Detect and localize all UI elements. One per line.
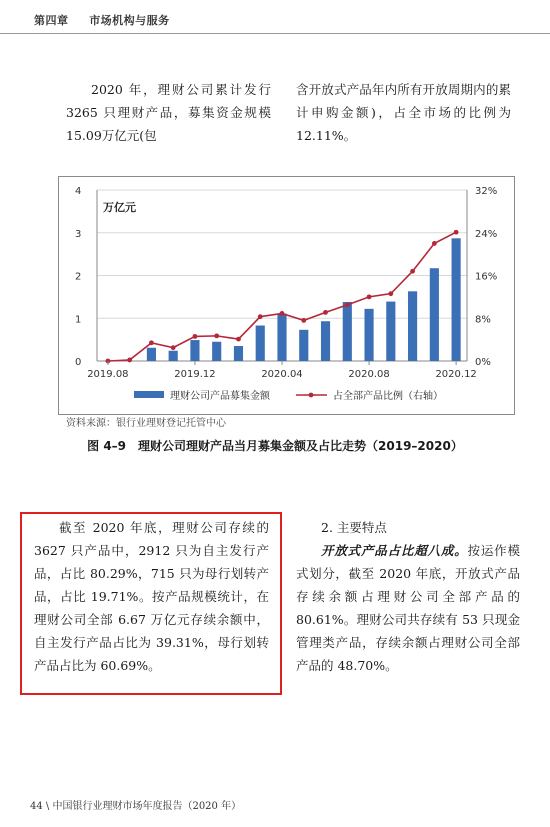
- section-heading: 2. 主要特点: [321, 520, 387, 535]
- bar: [169, 351, 178, 361]
- y-tick-left: 1: [75, 314, 82, 326]
- bar: [321, 321, 330, 361]
- y-tick-right: 24%: [475, 228, 498, 240]
- bottom-right-column: [296, 516, 520, 677]
- bar: [343, 302, 352, 361]
- running-header: [34, 12, 170, 28]
- ratio-point: [214, 333, 219, 338]
- legend-label-bar: 理财公司产品募集金额: [170, 391, 270, 402]
- ratio-point: [367, 294, 372, 299]
- x-tick-label: 2020.04: [261, 369, 303, 380]
- legend-label-line: 占全部产品比例（右轴）: [333, 391, 443, 402]
- bar: [277, 314, 286, 361]
- bar: [430, 268, 439, 361]
- x-tick-label: 2020.08: [348, 369, 390, 380]
- top-left-paragraph: 2020 年，理财公司累计发行 3265 只理财产品，募集资金规模15.09万亿元(包: [66, 82, 271, 143]
- y-tick-left: 3: [75, 228, 82, 240]
- top-right-paragraph: 含开放式产品年内所有开放周期内的累计申购金额)，占全市场的比例为 12.11%。: [296, 82, 511, 143]
- ratio-point: [454, 230, 459, 235]
- bar: [190, 340, 199, 361]
- x-tick-label: 2019.12: [174, 369, 216, 380]
- ratio-point: [345, 302, 350, 307]
- chapter-number: 第四章: [34, 14, 69, 27]
- bar: [234, 346, 243, 361]
- bar: [299, 330, 308, 361]
- ratio-point: [236, 337, 241, 342]
- bar: [212, 342, 221, 361]
- ratio-point: [258, 314, 263, 319]
- figure-caption: 图 4–9 理财公司理财产品当月募集金额及占比走势（2019–2020）: [87, 439, 463, 453]
- ratio-point: [280, 311, 285, 316]
- y-tick-left: 2: [75, 271, 82, 283]
- bottom-right-paragraph: [296, 539, 520, 677]
- ratio-point: [388, 291, 393, 296]
- chart-source: 资料来源：银行业理财登记托管中心: [66, 418, 226, 429]
- feature-lead: 开放式产品占比超八成。: [321, 543, 468, 558]
- y-tick-left: 4: [75, 186, 82, 197]
- bar: [147, 348, 156, 361]
- chart-frame: [58, 176, 515, 415]
- ratio-point: [193, 334, 198, 339]
- ratio-point: [301, 318, 306, 323]
- page-footer: 44 \ 中国银行业理财市场年度报告（2020 年）: [30, 801, 242, 812]
- x-tick-label: 2020.12: [435, 369, 477, 380]
- feature-body: 按运作模式划分，截至 2020 年底，开放式产品存续余额占理财公司全部产品的 80.61%。理财公司共存续有 53 只现金管理类产品，存续余额占理财公司全部产品的 48.70%。: [296, 543, 520, 673]
- bar: [452, 238, 461, 361]
- header-divider: [0, 33, 550, 34]
- y-tick-right: 8%: [475, 314, 491, 326]
- legend-swatch-bar: [134, 391, 164, 398]
- x-tick-label: 2019.08: [87, 369, 129, 380]
- bar: [256, 326, 265, 361]
- chapter-title: 市场机构与服务: [89, 14, 170, 27]
- ratio-point: [127, 358, 132, 363]
- y-tick-right: 0%: [475, 357, 491, 368]
- y-axis-unit-label: 万亿元: [103, 201, 136, 214]
- ratio-point: [323, 310, 328, 315]
- ratio-point: [432, 241, 437, 246]
- ratio-point: [149, 340, 154, 345]
- bar: [364, 309, 373, 361]
- bar: [386, 302, 395, 361]
- y-tick-right: 32%: [475, 186, 498, 197]
- combo-chart: [59, 177, 514, 414]
- bar: [408, 291, 417, 361]
- ratio-point: [410, 269, 415, 274]
- y-tick-left: 0: [75, 357, 82, 368]
- bottom-left-paragraph: 截至 2020 年底，理财公司存续的 3627 只产品中，2912 只为自主发行产品，占比 80.29%，715 只为母行划转产品，占比 19.71%。按产品规模统计，在理财公司全部 6.67 万亿元存续余额中，自主发行产品占比为 39.31%，母行划转产品占比为 60.69%。: [34, 520, 269, 673]
- ratio-point: [171, 345, 176, 350]
- legend-marker-line: [309, 393, 314, 398]
- y-tick-right: 16%: [475, 271, 498, 283]
